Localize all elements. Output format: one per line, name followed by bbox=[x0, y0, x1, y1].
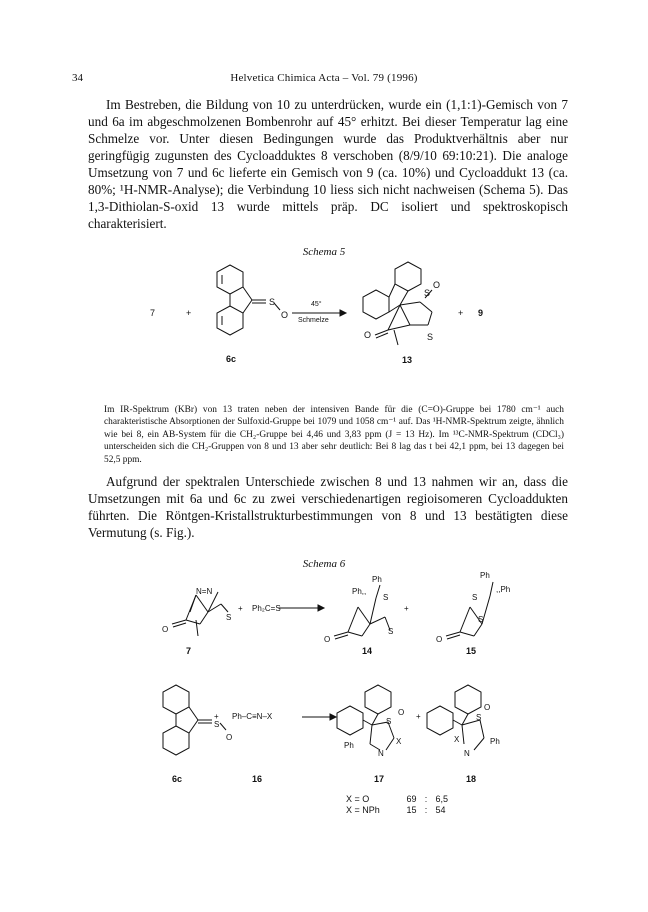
compound-13-label: 13 bbox=[402, 355, 413, 365]
schema-5-title: Schema 5 bbox=[302, 246, 346, 258]
ph-top-14: Ph bbox=[372, 575, 382, 584]
carbonyl-oxygen: O bbox=[364, 330, 372, 340]
ratio-b: 54 bbox=[435, 805, 446, 815]
compound-15-label: 15 bbox=[466, 646, 477, 656]
paragraph-text-2: Aufgrund der spektralen Unterschiede zwischen 8 und 13 nahmen wir an, dass die Umsetzungen mit 6a und 6c zu zwei verschiedenartigen regioisomeren Cycloaddukten führten. Die Röntgen-Kristallstrukturbestimmungen von 8 und 13 bestätigten diese Vermutung (s. Fig.). bbox=[88, 474, 568, 540]
compound-16-label: 16 bbox=[252, 774, 263, 784]
plus-row2: + bbox=[214, 712, 219, 721]
s-bot-14: S bbox=[388, 627, 394, 636]
scheme-5-structures bbox=[217, 262, 432, 345]
arrow-condition-melt: Schmelze bbox=[298, 317, 329, 324]
ph-left-14: Ph,, bbox=[352, 587, 367, 596]
x-atom-17: X bbox=[396, 737, 402, 746]
compound-7-label: 7 bbox=[186, 646, 192, 656]
arrow-head bbox=[340, 310, 346, 316]
s-bot-15: S bbox=[478, 615, 484, 624]
sulfur-atom: S bbox=[269, 297, 276, 307]
schema-6-title: Schema 6 bbox=[302, 558, 346, 570]
s-top-14: S bbox=[383, 593, 389, 602]
ring-sulfur: S bbox=[427, 332, 434, 342]
ratio-x-label: X = NPh bbox=[346, 805, 380, 815]
ratio-table bbox=[346, 794, 448, 816]
ratio-sep: : bbox=[424, 794, 428, 804]
o-atom-14: O bbox=[324, 635, 331, 644]
scheme-6-labels bbox=[162, 571, 510, 784]
plus-17-18: + bbox=[416, 712, 421, 721]
body-paragraph-2 bbox=[88, 473, 568, 541]
ratio-a: 15 bbox=[406, 805, 417, 815]
o-atom-7: O bbox=[162, 625, 169, 634]
reagent-ph2cs: Ph₂C=S bbox=[252, 604, 281, 613]
o-atom-17: O bbox=[398, 708, 405, 717]
compound-6c-label-row2: 6c bbox=[172, 774, 183, 784]
s-atom-17: S bbox=[386, 717, 392, 726]
compound-15 bbox=[446, 582, 493, 639]
nn-label: N=N bbox=[196, 587, 213, 596]
compound-9-label: 9 bbox=[478, 308, 484, 318]
compound-18-label: 18 bbox=[466, 774, 477, 784]
ratio-row-o bbox=[346, 794, 448, 805]
plus-row1: + bbox=[238, 604, 243, 613]
plus-sign: + bbox=[186, 308, 192, 318]
o-atom-18: O bbox=[484, 703, 491, 712]
compound-14-label: 14 bbox=[362, 646, 373, 656]
ratio-row-nph bbox=[346, 805, 448, 816]
ph-right-15: ,,Ph bbox=[496, 585, 511, 594]
ratio-b: 6,5 bbox=[435, 794, 449, 804]
paragraph-text: Im Bestreben, die Bildung von 10 zu unterdrücken, wurde ein (1,1:1)-Gemisch von 7 und 6a im abgeschmolzenen Bombenrohr auf 45° erhitzt. Bei dieser Temperatur lag eine Schmelze vor. Unter diesen Bedingungen wurde das Produktverhältnis aber nur geringfügig zugunsten des Cycloadduktes 8 verschoben (8/9/10 69:10:21). Die analoge Umsetzung von 7 und 6c lieferte ein Gemisch von 9 (ca. 10%) und Cycloaddukt 13 (ca. 80%; ¹H-NMR-Analyse); die Verbindung 10 liess sich nicht nachweisen (Schema 5). Das 1,3-Dithiolan-S-oxid 13 wurde mittels präp. DC isoliert und spektroskopisch charakterisiert. bbox=[88, 97, 568, 231]
journal-header: Helvetica Chimica Acta – Vol. 79 (1996) bbox=[230, 72, 418, 84]
s-atom-6c: S bbox=[214, 720, 220, 729]
ph-18: Ph bbox=[490, 737, 500, 746]
n-atom-18: N bbox=[464, 749, 470, 758]
arrow-condition-temp: 45° bbox=[311, 301, 322, 308]
sulfoxide-sulfur: S bbox=[424, 288, 431, 298]
ph-17: Ph bbox=[344, 741, 354, 750]
product-13 bbox=[363, 262, 432, 345]
page-number: 34 bbox=[72, 72, 83, 84]
s-atom-18: S bbox=[476, 713, 482, 722]
n-atom-17: N bbox=[378, 749, 384, 758]
o-atom-15: O bbox=[436, 635, 443, 644]
o-atom-6c: O bbox=[226, 733, 233, 742]
compound-6c-label: 6c bbox=[226, 354, 237, 364]
oxygen-atom: O bbox=[281, 310, 289, 320]
scheme-6-structures bbox=[163, 582, 493, 755]
scheme-5-labels bbox=[150, 280, 483, 365]
ph-top-15: Ph bbox=[480, 571, 490, 580]
sulfoxide-oxygen: O bbox=[433, 280, 441, 290]
reactant-7-label: 7 bbox=[150, 308, 156, 318]
ratio-x-label: X = O bbox=[346, 794, 370, 804]
compound-17-label: 17 bbox=[374, 774, 385, 784]
s-atom-7: S bbox=[226, 613, 232, 622]
ratio-a: 69 bbox=[406, 794, 417, 804]
ir-spectrum-paragraph: Im IR-Spektrum (KBr) von 13 traten neben der intensiven Bande für die (C=O)-Gruppe bei 1780 cm⁻¹ auch charakteristische Absorptionen der Sulfoxid-Gruppe bei 1079 und 1058 cm⁻¹ auf. Das ¹H-NMR-Spektrum zeigte, ähnlich wie bei 8, ein AB-System für die CH₂-Gruppe bei 4,46 und 3,83 ppm (J = 13 Hz). Im ¹³C-NMR-Spektrum (CDCl₃) unterscheiden sich die CH₂-Gruppen von 8 und 13 aber sehr deutlich: Bei 8 lag das t bei 42,1 ppm, bei 13 dagegen bei 52,5 ppm. bbox=[104, 405, 564, 465]
ratio-sep: : bbox=[424, 805, 428, 815]
reagent-nitrile: Ph–C≡N–X bbox=[232, 712, 273, 721]
compound-7 bbox=[172, 592, 228, 636]
x-atom-18: X bbox=[454, 735, 460, 744]
plus-sign-2: + bbox=[458, 308, 464, 318]
s-top-15: S bbox=[472, 593, 478, 602]
plus-14-15: + bbox=[404, 604, 409, 613]
